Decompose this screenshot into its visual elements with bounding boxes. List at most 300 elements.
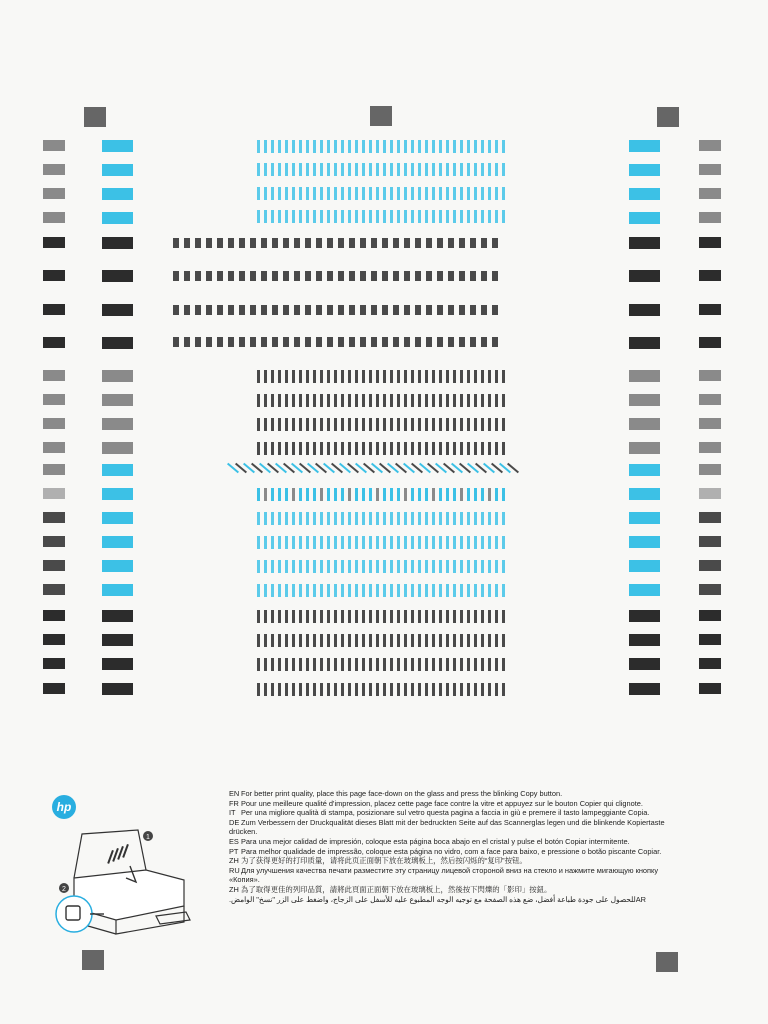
registration-mark: [656, 952, 678, 972]
tick-mark: [404, 658, 407, 671]
tick-mark: [481, 418, 484, 431]
tick-mark: [418, 210, 421, 223]
instruction-zh: [229, 856, 677, 866]
tick-mark: [439, 488, 442, 501]
tick-mark: [418, 163, 421, 176]
tick-mark: [327, 683, 330, 696]
side-block: [629, 418, 660, 430]
tick-mark: [432, 210, 435, 223]
tick-mark: [390, 584, 393, 597]
tick-mark: [271, 140, 274, 153]
dash-mark: [327, 238, 333, 248]
dash-mark: [393, 305, 399, 315]
side-block: [699, 394, 721, 405]
tick-mark: [495, 658, 498, 671]
tick-mark: [502, 683, 505, 696]
dash-mark: [272, 305, 278, 315]
tick-mark: [390, 442, 393, 455]
dash-mark: [261, 271, 267, 281]
dash-mark: [382, 271, 388, 281]
tick-mark: [313, 163, 316, 176]
tick-mark: [397, 610, 400, 623]
dash-mark: [459, 238, 465, 248]
tick-mark: [355, 512, 358, 525]
tick-mark: [453, 210, 456, 223]
tick-mark: [481, 512, 484, 525]
dash-mark: [404, 337, 410, 347]
dash-mark: [184, 238, 190, 248]
tick-mark: [376, 560, 379, 573]
tick-mark: [467, 536, 470, 549]
side-block: [629, 560, 660, 572]
tick-mark: [362, 536, 365, 549]
tick-mark: [481, 560, 484, 573]
copy-button-callout: [56, 896, 92, 932]
tick-mark: [446, 658, 449, 671]
tick-mark: [432, 442, 435, 455]
tick-mark: [467, 683, 470, 696]
side-block: [102, 512, 133, 524]
dash-mark: [228, 238, 234, 248]
dash-row: [173, 271, 498, 281]
tick-mark: [292, 610, 295, 623]
tick-mark: [439, 394, 442, 407]
dash-mark: [316, 305, 322, 315]
side-block: [629, 270, 660, 282]
side-block: [43, 536, 65, 547]
tick-mark: [502, 370, 505, 383]
tick-mark: [446, 536, 449, 549]
tick-mark: [404, 584, 407, 597]
tick-mark: [439, 187, 442, 200]
tick-mark: [369, 210, 372, 223]
side-block: [629, 140, 660, 152]
tick-mark: [411, 418, 414, 431]
tick-mark: [257, 140, 260, 153]
side-block: [102, 683, 133, 695]
tick-mark: [327, 442, 330, 455]
tick-mark: [257, 560, 260, 573]
tick-mark: [292, 560, 295, 573]
dash-row: [173, 305, 498, 315]
dash-mark: [327, 337, 333, 347]
language-code: ZH: [229, 884, 239, 894]
tick-mark: [348, 210, 351, 223]
instruction-text: Pour une meilleure qualité d'impression, placez cette page face contre la vitre et appuyez sur le bouton Copier qui clignote.: [241, 798, 643, 808]
tick-mark: [376, 394, 379, 407]
dash-mark: [448, 271, 454, 281]
instruction-text: Per una migliore qualità di stampa, posizionare sul vetro questa pagina a faccia in giù e premere il tasto lampeggiante Copia.: [241, 808, 650, 818]
tick-mark: [474, 394, 477, 407]
tick-mark: [285, 163, 288, 176]
tick-mark: [418, 658, 421, 671]
tick-mark: [278, 442, 281, 455]
tick-mark: [355, 370, 358, 383]
tick-mark: [341, 370, 344, 383]
side-block: [43, 634, 65, 645]
tick-mark: [397, 370, 400, 383]
tick-mark: [460, 394, 463, 407]
side-block: [629, 658, 660, 670]
tick-mark: [488, 442, 491, 455]
dash-mark: [437, 271, 443, 281]
tick-mark: [439, 683, 442, 696]
tick-mark: [411, 584, 414, 597]
tick-mark: [390, 163, 393, 176]
tick-mark: [292, 512, 295, 525]
tick-mark: [334, 658, 337, 671]
dash-mark: [239, 271, 245, 281]
tick-mark: [495, 163, 498, 176]
tick-mark: [432, 512, 435, 525]
tick-mark: [313, 418, 316, 431]
tick-mark: [341, 634, 344, 647]
tick-mark: [285, 634, 288, 647]
tick-mark: [481, 488, 484, 501]
dash-mark: [481, 238, 487, 248]
tick-mark: [327, 140, 330, 153]
side-block: [102, 560, 133, 572]
tick-mark: [334, 634, 337, 647]
tick-mark: [313, 488, 316, 501]
tick-mark: [397, 683, 400, 696]
dash-mark: [228, 337, 234, 347]
tick-mark: [348, 584, 351, 597]
tick-mark: [460, 442, 463, 455]
tick-mark: [474, 536, 477, 549]
tick-mark: [327, 634, 330, 647]
tick-mark: [334, 163, 337, 176]
tick-mark: [264, 658, 267, 671]
tick-row: [257, 370, 505, 383]
tick-mark: [257, 442, 260, 455]
registration-mark: [657, 107, 679, 127]
dash-mark: [228, 305, 234, 315]
tick-mark: [460, 560, 463, 573]
tick-mark: [404, 394, 407, 407]
tick-mark: [376, 610, 379, 623]
tick-mark: [334, 584, 337, 597]
dash-mark: [360, 238, 366, 248]
dash-mark: [261, 305, 267, 315]
tick-mark: [404, 140, 407, 153]
tick-mark: [362, 488, 365, 501]
tick-mark: [474, 683, 477, 696]
tick-row: [257, 610, 505, 623]
tick-mark: [488, 512, 491, 525]
tick-mark: [376, 210, 379, 223]
tick-mark: [306, 683, 309, 696]
tick-mark: [467, 512, 470, 525]
side-block: [629, 164, 660, 176]
tick-mark: [439, 140, 442, 153]
dash-mark: [437, 337, 443, 347]
registration-mark: [84, 107, 106, 127]
tick-mark: [348, 560, 351, 573]
tick-mark: [299, 442, 302, 455]
side-block: [629, 188, 660, 200]
tick-mark: [369, 634, 372, 647]
step-1-label: 1: [146, 834, 150, 841]
tick-mark: [341, 163, 344, 176]
side-block: [102, 188, 133, 200]
tick-mark: [439, 610, 442, 623]
side-block: [629, 442, 660, 454]
tick-mark: [299, 610, 302, 623]
diagonal-row: [232, 461, 514, 475]
tick-mark: [404, 210, 407, 223]
tick-mark: [278, 512, 281, 525]
tick-mark: [369, 512, 372, 525]
dash-mark: [316, 337, 322, 347]
tick-mark: [299, 488, 302, 501]
tick-mark: [278, 394, 281, 407]
tick-mark: [292, 210, 295, 223]
tick-mark: [411, 210, 414, 223]
tick-mark: [432, 418, 435, 431]
tick-mark: [502, 394, 505, 407]
tick-mark: [278, 210, 281, 223]
dash-mark: [283, 305, 289, 315]
tick-mark: [257, 512, 260, 525]
tick-mark: [341, 610, 344, 623]
tick-mark: [453, 488, 456, 501]
tick-mark: [446, 488, 449, 501]
tick-mark: [355, 140, 358, 153]
tick-mark: [306, 187, 309, 200]
tick-mark: [481, 584, 484, 597]
tick-mark: [355, 488, 358, 501]
tick-mark: [411, 512, 414, 525]
tick-mark: [299, 658, 302, 671]
tick-mark: [264, 488, 267, 501]
tick-mark: [257, 370, 260, 383]
tick-mark: [369, 442, 372, 455]
hp-logo-icon: [52, 795, 76, 819]
instruction-pt: [229, 847, 677, 857]
dash-mark: [371, 305, 377, 315]
language-code: DE: [229, 817, 240, 827]
tick-mark: [418, 488, 421, 501]
tick-mark: [334, 512, 337, 525]
dash-mark: [492, 305, 498, 315]
tick-mark: [467, 442, 470, 455]
tick-mark: [404, 512, 407, 525]
tick-mark: [383, 634, 386, 647]
language-code: AR: [635, 894, 646, 904]
dash-mark: [173, 305, 179, 315]
side-block: [102, 237, 133, 249]
tick-mark: [390, 187, 393, 200]
tick-mark: [320, 683, 323, 696]
tick-mark: [306, 394, 309, 407]
tick-mark: [383, 610, 386, 623]
tick-mark: [425, 610, 428, 623]
tick-mark: [341, 418, 344, 431]
tick-mark: [313, 512, 316, 525]
tick-mark: [376, 683, 379, 696]
tick-mark: [502, 488, 505, 501]
tick-mark: [299, 370, 302, 383]
tick-mark: [348, 634, 351, 647]
tick-mark: [306, 512, 309, 525]
dash-mark: [371, 238, 377, 248]
tick-mark: [348, 512, 351, 525]
tick-mark: [495, 140, 498, 153]
dash-mark: [459, 271, 465, 281]
tick-mark: [418, 418, 421, 431]
dash-mark: [470, 337, 476, 347]
tick-mark: [411, 683, 414, 696]
tick-mark: [327, 418, 330, 431]
tick-mark: [432, 658, 435, 671]
tick-mark: [362, 394, 365, 407]
tick-mark: [439, 163, 442, 176]
tick-mark: [495, 394, 498, 407]
side-block: [629, 212, 660, 224]
tick-mark: [264, 140, 267, 153]
tick-mark: [313, 442, 316, 455]
tick-mark: [474, 140, 477, 153]
tick-mark: [446, 610, 449, 623]
tick-mark: [474, 610, 477, 623]
dash-mark: [415, 271, 421, 281]
side-block: [102, 394, 133, 406]
tick-mark: [453, 683, 456, 696]
tick-mark: [432, 163, 435, 176]
dash-mark: [184, 337, 190, 347]
tick-mark: [502, 140, 505, 153]
tick-mark: [327, 560, 330, 573]
dash-mark: [404, 305, 410, 315]
tick-mark: [488, 370, 491, 383]
tick-mark: [397, 536, 400, 549]
tick-mark: [488, 560, 491, 573]
tick-mark: [278, 584, 281, 597]
tick-mark: [404, 418, 407, 431]
tick-mark: [278, 634, 281, 647]
dash-mark: [492, 238, 498, 248]
tick-mark: [383, 394, 386, 407]
language-code: PT: [229, 846, 239, 856]
tick-mark: [481, 683, 484, 696]
side-block: [102, 610, 133, 622]
tick-mark: [383, 536, 386, 549]
hp-logo-text: hp: [56, 800, 72, 814]
tick-mark: [467, 187, 470, 200]
tick-mark: [313, 140, 316, 153]
tick-row: [257, 658, 505, 671]
side-block: [629, 610, 660, 622]
dash-mark: [426, 305, 432, 315]
tick-mark: [453, 658, 456, 671]
tick-mark: [271, 658, 274, 671]
tick-mark: [264, 442, 267, 455]
side-block: [102, 488, 133, 500]
tick-mark: [257, 418, 260, 431]
tick-mark: [257, 634, 260, 647]
tick-mark: [320, 187, 323, 200]
dash-mark: [492, 337, 498, 347]
dash-mark: [415, 238, 421, 248]
dash-mark: [217, 271, 223, 281]
side-block: [699, 442, 721, 453]
tick-mark: [418, 610, 421, 623]
tick-mark: [425, 536, 428, 549]
instruction-text: 为了获得更好的打印质量，请将此页正面朝下放在玻璃板上，然后按闪烁的“复印”按钮。: [241, 856, 527, 866]
side-block: [699, 488, 721, 499]
tick-mark: [439, 560, 442, 573]
tick-mark: [320, 163, 323, 176]
tick-mark: [362, 187, 365, 200]
instruction-fr: [229, 799, 677, 809]
side-block: [102, 304, 133, 316]
tick-mark: [446, 140, 449, 153]
tick-mark: [446, 634, 449, 647]
tick-mark: [327, 163, 330, 176]
tick-mark: [285, 140, 288, 153]
tick-row: [257, 418, 505, 431]
tick-mark: [488, 394, 491, 407]
tick-mark: [397, 140, 400, 153]
side-block: [699, 560, 721, 571]
tick-mark: [320, 488, 323, 501]
tick-mark: [383, 442, 386, 455]
dash-mark: [250, 271, 256, 281]
tick-mark: [327, 536, 330, 549]
tick-mark: [355, 658, 358, 671]
tick-mark: [502, 210, 505, 223]
dash-mark: [272, 337, 278, 347]
tick-mark: [313, 634, 316, 647]
tick-mark: [334, 187, 337, 200]
dash-mark: [283, 271, 289, 281]
dash-mark: [393, 238, 399, 248]
tick-mark: [376, 163, 379, 176]
tick-mark: [411, 488, 414, 501]
tick-mark: [502, 418, 505, 431]
side-block: [699, 164, 721, 175]
tick-mark: [495, 442, 498, 455]
tick-mark: [467, 560, 470, 573]
tick-mark: [264, 683, 267, 696]
tick-mark: [383, 187, 386, 200]
dash-mark: [283, 238, 289, 248]
tick-mark: [348, 488, 351, 501]
tick-mark: [341, 394, 344, 407]
tick-mark: [481, 442, 484, 455]
dash-mark: [437, 238, 443, 248]
tick-mark: [285, 512, 288, 525]
side-block: [43, 488, 65, 499]
tick-mark: [257, 658, 260, 671]
language-code: ZH: [229, 856, 239, 866]
side-block: [629, 337, 660, 349]
tick-mark: [271, 370, 274, 383]
tick-row: [257, 210, 505, 223]
dash-mark: [195, 238, 201, 248]
tick-mark: [285, 584, 288, 597]
tick-mark: [306, 488, 309, 501]
tick-mark: [404, 442, 407, 455]
instruction-ru: [229, 866, 677, 885]
tick-mark: [404, 187, 407, 200]
tick-mark: [383, 584, 386, 597]
instruction-en: [229, 789, 677, 799]
tick-mark: [453, 634, 456, 647]
tick-mark: [341, 187, 344, 200]
tick-mark: [334, 210, 337, 223]
